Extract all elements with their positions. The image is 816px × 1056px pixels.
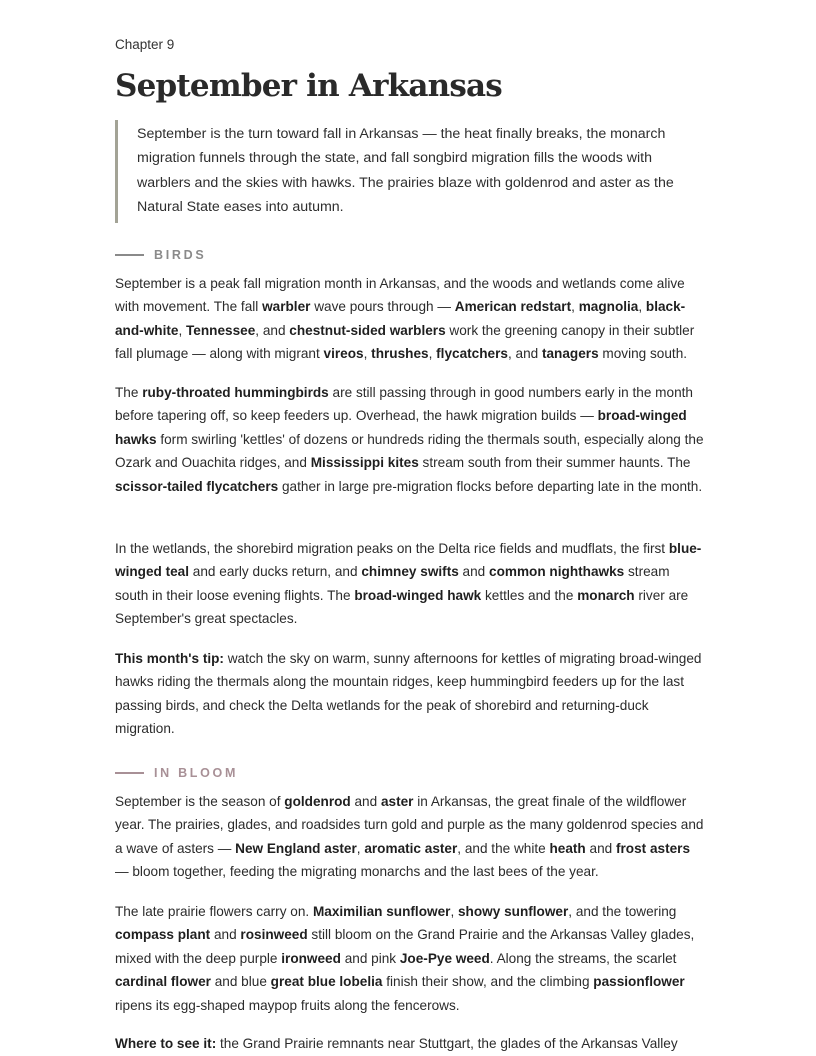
emphasized-term: ironweed xyxy=(281,950,341,966)
emphasized-term: magnolia xyxy=(578,299,639,315)
emphasized-term: thrushes xyxy=(371,346,429,362)
emphasized-term: Joe-Pye weed xyxy=(399,950,490,966)
emphasized-term: common nighthawks xyxy=(489,564,625,580)
intro-text: September is the turn toward fall in Arkansas — the heat finally breaks, the monarch migration funnels through the state, and fall songbird migration fills the woods with warblers and the skies with hawks. The prairies blaze with goldenrod and aster as the Natural State eases into autumn. xyxy=(137,126,674,216)
emphasized-term: Maximilian sunflower xyxy=(312,904,451,919)
emphasized-term: chimney swifts xyxy=(361,564,459,580)
emphasized-term: rosinweed xyxy=(240,927,308,943)
emphasized-term: vireos xyxy=(323,346,364,362)
emphasized-term: goldenrod xyxy=(284,794,351,809)
emphasized-term: aster xyxy=(380,794,414,809)
emphasized-term: heath xyxy=(549,840,586,856)
emphasized-term: warbler xyxy=(262,299,311,315)
emphasized-term: monarch xyxy=(577,587,635,603)
birds-tip-paragraph: This month's tip: watch the sky on warm, sunny afternoons for kettles of migrating broad-winged hawks riding the thermals along the mountain ridges, keep hummingbird feeders up for the last passing birds, and check the Delta wetlands for the peak of shorebird and returning-duck migration. xyxy=(115,651,702,737)
section-rule xyxy=(115,772,144,774)
intro-blockquote xyxy=(115,120,705,223)
emphasized-term: passionflower xyxy=(593,974,685,990)
emphasized-term: blue-winged teal xyxy=(115,541,702,580)
section-rule xyxy=(115,254,144,256)
section-heading-in-bloom xyxy=(115,765,238,781)
emphasized-term: ruby-throated hummingbirds xyxy=(142,385,329,400)
emphasized-term: black-and-white xyxy=(115,299,686,338)
emphasized-term: New England aster xyxy=(235,840,357,856)
emphasized-term: flycatchers xyxy=(436,346,508,362)
emphasized-term: compass plant xyxy=(115,927,211,943)
section-heading-birds xyxy=(115,247,206,263)
emphasized-term: scissor-tailed flycatchers xyxy=(115,478,279,494)
bloom-paragraph-2: The late prairie flowers carry on. Maximilian sunflower, showy sunflower, and the towering compass plant and rosinweed still bloom on the Grand Prairie and the Arkansas Valley glades, mixed with the deep purple ironweed and pink Joe-Pye weed. Along the streams, the scarlet cardinal flower and blue great blue lobelia finish their show, and the climbing passionflower ripens its egg-shaped maypop fruits along the fencerows. xyxy=(115,904,695,1013)
birds-paragraph-1: September is a peak fall migration month in Arkansas, and the woods and wetlands come alive with movement. The fall warbler wave pours through — American redstart, magnolia, black-and-white, Tennessee, and chestnut-sided warblers work the greening canopy in their subtler fall plumage — along with migrant vireos, thrushes, flycatchers, and tanagers moving south. xyxy=(115,276,695,362)
section-label-in-bloom: IN BLOOM xyxy=(154,766,239,780)
emphasized-term: showy sunflower xyxy=(458,904,569,919)
emphasized-term: great blue lobelia xyxy=(270,974,383,990)
emphasized-term: broad-winged hawk xyxy=(354,587,482,603)
bloom-where-paragraph: Where to see it: the Grand Prairie remnants near Stuttgart, the glades of the Arkansas Valley xyxy=(115,1036,678,1051)
emphasized-term: This month's tip: xyxy=(115,651,224,666)
emphasized-term: Mississippi kites xyxy=(310,455,419,471)
emphasized-term: Where to see it: xyxy=(115,1036,217,1051)
chapter-label: Chapter 9 xyxy=(115,37,175,52)
emphasized-term: tanagers xyxy=(541,346,599,362)
emphasized-term: broad-winged hawks xyxy=(115,408,687,447)
page-title: September in Arkansas xyxy=(115,68,502,104)
birds-paragraph-3: In the wetlands, the shorebird migration peaks on the Delta rice fields and mudflats, the first blue-winged teal and early ducks return, and chimney swifts and common nighthawks stream south in their loose evening flights. The broad-winged hawk kettles and the monarch river are September's great spectacles. xyxy=(115,541,702,627)
emphasized-term: American redstart xyxy=(454,299,572,315)
emphasized-term: Tennessee xyxy=(186,322,256,338)
emphasized-term: chestnut-sided warblers xyxy=(289,322,446,338)
bloom-paragraph-1: September is the season of goldenrod and aster in Arkansas, the great finale of the wildflower year. The prairies, glades, and roadsides turn gold and purple as the many goldenrod species and a wave of asters — New England aster, aromatic aster, and the white heath and frost asters — bloom together, feeding the migrating monarchs and the last bees of the year. xyxy=(115,794,704,880)
emphasized-term: aromatic aster xyxy=(364,840,458,856)
birds-paragraph-2: The ruby-throated hummingbirds are still passing through in good numbers early in the month before tapering off, so keep feeders up. Overhead, the hawk migration builds — broad-winged hawks form swirling 'kettles' of dozens or hundreds riding the thermals south, especially along the Ozark and Ouachita ridges, and Mississippi kites stream south from their summer haunts. The scissor-tailed flycatchers gather in large pre-migration flocks before departing late in the month. xyxy=(115,385,704,494)
section-label-birds: BIRDS xyxy=(154,248,207,262)
emphasized-term: cardinal flower xyxy=(115,974,211,990)
emphasized-term: frost asters xyxy=(615,840,691,856)
